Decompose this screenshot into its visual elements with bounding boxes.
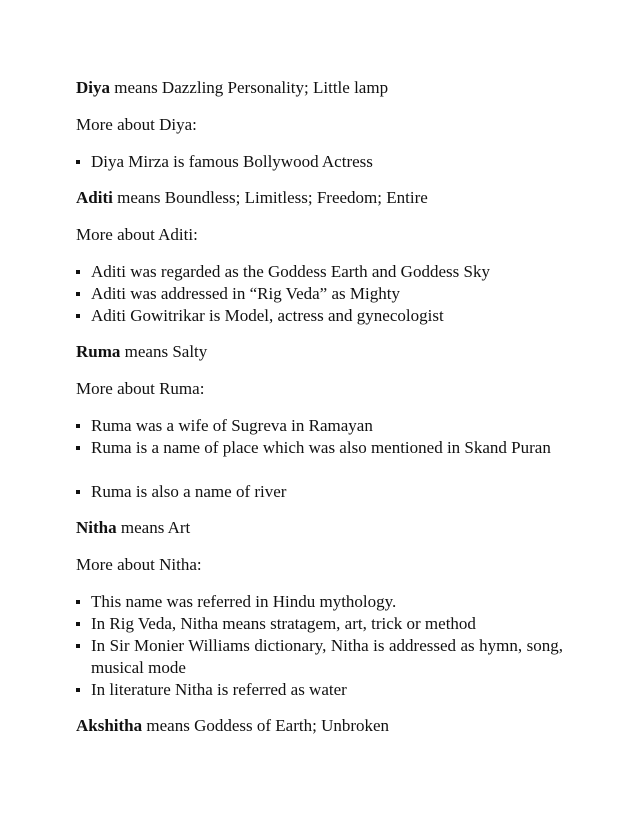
name-ruma: Ruma <box>76 342 121 361</box>
meaning-akshitha: means Goddess of Earth; Unbroken <box>142 716 390 735</box>
bullet-icon <box>76 622 80 626</box>
list-item: Ruma is also a name of river <box>91 482 287 501</box>
meaning-line-akshitha <box>76 715 389 737</box>
list-item: Aditi was regarded as the Goddess Earth and Goddess Sky <box>91 262 490 281</box>
bullet-icon <box>76 644 80 648</box>
name-aditi: Aditi <box>76 188 113 207</box>
meaning-nitha: means Art <box>116 518 191 537</box>
list-item: Diya Mirza is famous Bollywood Actress <box>91 152 373 171</box>
meaning-line-aditi <box>76 187 428 209</box>
list-item: This name was referred in Hindu mythology. <box>91 592 397 611</box>
meaning-line-nitha <box>76 517 190 539</box>
meaning-aditi: means Boundless; Limitless; Freedom; Entire <box>112 188 428 207</box>
bullet-icon <box>76 490 80 494</box>
bullet-icon <box>76 160 80 164</box>
list-item: Ruma is a name of place which was also mentioned in Skand Puran <box>91 438 551 457</box>
list-item: In Sir Monier Williams dictionary, Nitha is addressed as hymn, song, musical mode <box>91 636 563 677</box>
meaning-ruma: means Salty <box>120 342 208 361</box>
bullet-icon <box>76 600 80 604</box>
bullet-icon <box>76 688 80 692</box>
list-item: Aditi Gowitrikar is Model, actress and gynecologist <box>91 306 444 325</box>
name-nitha: Nitha <box>76 518 117 537</box>
name-akshitha: Akshitha <box>76 716 143 735</box>
meaning-line-diya <box>76 77 388 99</box>
list-item: In Rig Veda, Nitha means stratagem, art, trick or method <box>91 614 476 633</box>
bullet-icon <box>76 270 80 274</box>
list-item: In literature Nitha is referred as water <box>91 680 347 699</box>
list-item: Ruma was a wife of Sugreva in Ramayan <box>91 416 373 435</box>
more-about-ruma: More about Ruma: <box>76 379 205 398</box>
meaning-diya: means Dazzling Personality; Little lamp <box>110 78 389 97</box>
more-about-diya: More about Diya: <box>76 115 197 134</box>
bullet-icon <box>76 424 80 428</box>
more-about-aditi: More about Aditi: <box>76 225 198 244</box>
bullet-icon <box>76 314 80 318</box>
list-item: Aditi was addressed in “Rig Veda” as Mighty <box>91 284 400 303</box>
meaning-line-ruma <box>76 341 207 363</box>
bullet-icon <box>76 446 80 450</box>
more-about-nitha: More about Nitha: <box>76 555 202 574</box>
bullet-icon <box>76 292 80 296</box>
name-diya: Diya <box>76 78 110 97</box>
